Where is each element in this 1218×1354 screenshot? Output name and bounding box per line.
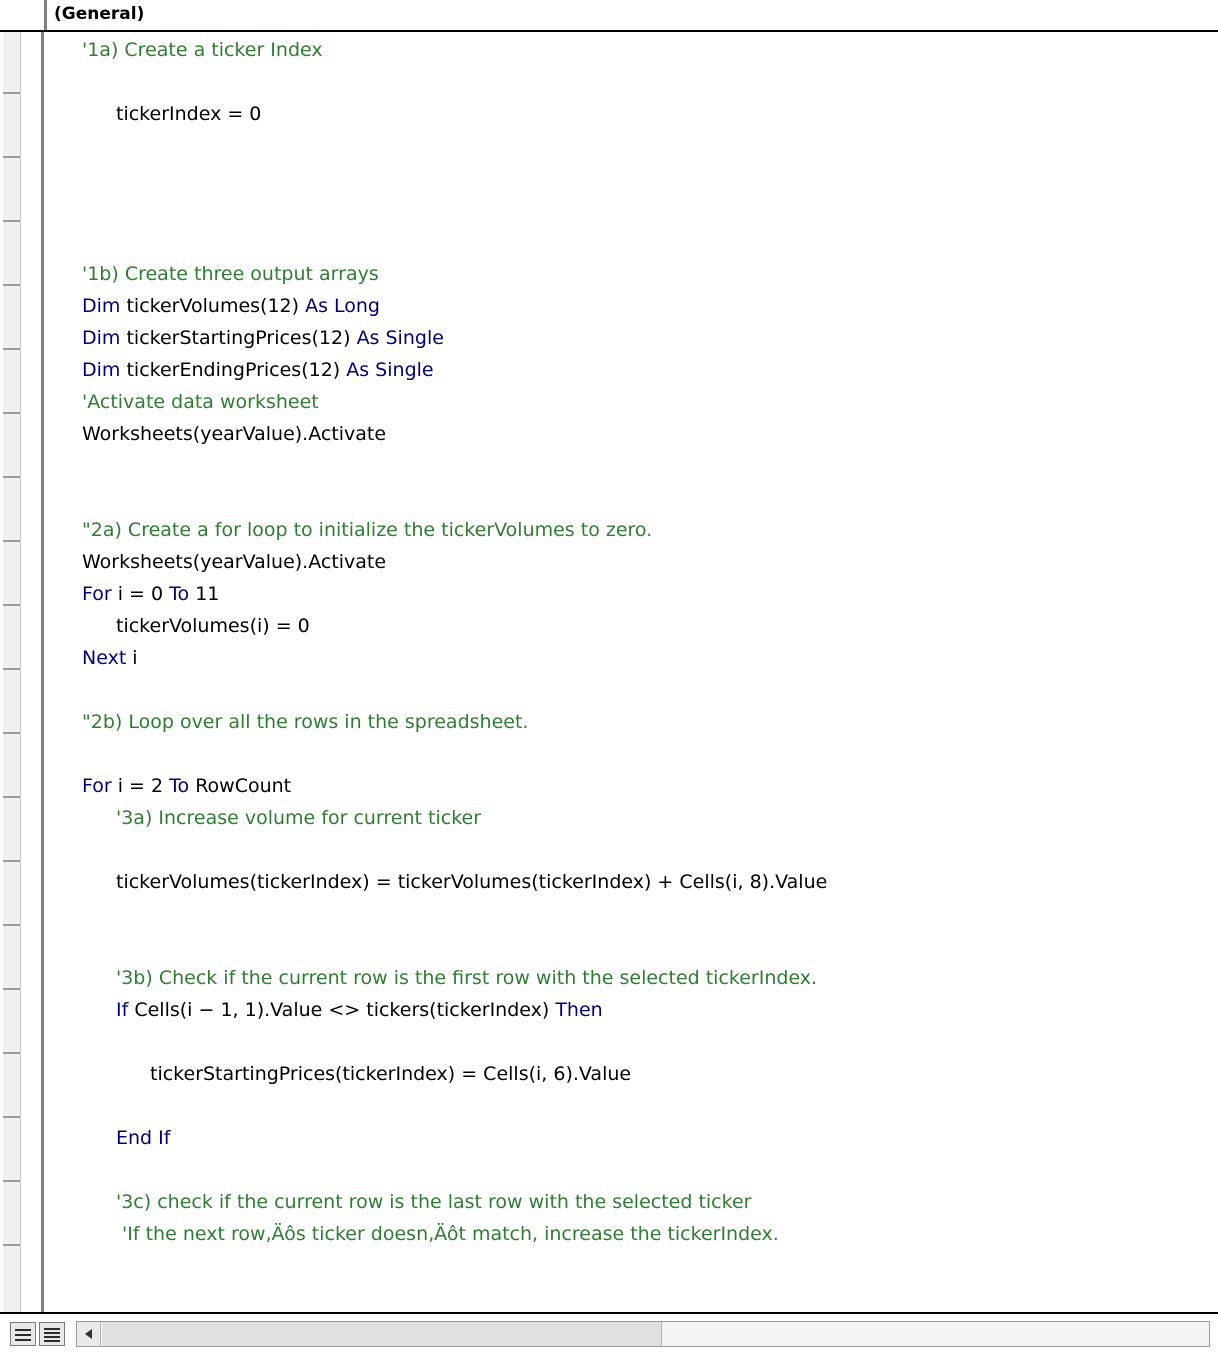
code-token: '3b) Check if the current row is the first row with the selected tickerIndex. [116, 967, 818, 989]
code-token: tickerEndingPrices(12) [126, 359, 347, 381]
code-token: Dim [82, 359, 127, 381]
margin-tick [3, 1244, 20, 1246]
code-line[interactable] [48, 514, 1212, 546]
code-line[interactable] [48, 226, 1212, 258]
code-token: Cells(i − 1, 1).Value <> tickers(tickerIndex) [134, 999, 556, 1021]
editor-margin-indicator-bar [0, 32, 41, 1312]
margin-tick [3, 540, 20, 542]
horizontal-scrollbar[interactable] [76, 1321, 1210, 1347]
code-line[interactable] [48, 962, 1212, 994]
code-line[interactable] [48, 738, 1212, 770]
margin-tick [3, 156, 20, 158]
code-line[interactable] [48, 1090, 1212, 1122]
editor-bottom-bar [0, 1312, 1218, 1354]
code-token: i = 2 [117, 775, 170, 797]
margin-tick [3, 1116, 20, 1118]
code-token: Dim [82, 327, 127, 349]
code-line[interactable] [48, 290, 1212, 322]
margin-tick [3, 988, 20, 990]
code-token: Then [555, 999, 603, 1021]
code-token: '3c) check if the current row is the last row with the selected ticker [116, 1191, 752, 1213]
object-selector-label[interactable]: (General) [54, 4, 145, 24]
code-token: tickerIndex = 0 [116, 103, 262, 125]
code-token: 'Activate data worksheet [82, 391, 319, 413]
code-token: "2a) Create a for loop to initialize the tickerVolumes to zero. [82, 519, 653, 541]
code-line[interactable] [48, 194, 1212, 226]
code-line[interactable] [48, 450, 1212, 482]
code-token: '3a) Increase volume for current ticker [116, 807, 482, 829]
code-token: For [82, 583, 118, 605]
editor-top-bar [0, 0, 1218, 32]
code-token: End If [116, 1127, 171, 1149]
code-line[interactable] [48, 770, 1212, 802]
margin-tick [3, 348, 20, 350]
code-token: i [126, 647, 138, 669]
code-line[interactable] [48, 674, 1212, 706]
code-token: tickerVolumes(12) [126, 295, 306, 317]
margin-tick [3, 860, 20, 862]
code-line[interactable] [48, 546, 1212, 578]
code-token: tickerStartingPrices(tickerIndex) = Cells(i, 6).Value [150, 1063, 632, 1085]
code-line[interactable] [48, 482, 1212, 514]
code-line[interactable] [48, 322, 1212, 354]
code-line[interactable] [48, 898, 1212, 930]
code-token: '1b) Create three output arrays [82, 263, 379, 285]
code-line[interactable] [48, 34, 1212, 66]
margin-tick [3, 476, 20, 478]
code-line[interactable] [48, 1026, 1212, 1058]
code-line[interactable] [48, 930, 1212, 962]
code-line[interactable] [48, 418, 1212, 450]
margin-tick [3, 668, 20, 670]
code-line[interactable] [48, 802, 1212, 834]
code-line[interactable] [48, 386, 1212, 418]
code-line[interactable] [48, 834, 1212, 866]
code-line[interactable] [48, 1122, 1212, 1154]
code-line[interactable] [48, 1154, 1212, 1186]
code-token: Worksheets(yearValue).Activate [82, 423, 387, 445]
margin-tick [3, 604, 20, 606]
margin-tick [3, 1052, 20, 1054]
code-token: As Single [346, 359, 434, 381]
margin-tick [3, 924, 20, 926]
margin-tick [3, 732, 20, 734]
margin-tick [3, 220, 20, 222]
code-token: Next [82, 647, 127, 669]
code-token: "2b) Loop over all the rows in the spreadsheet. [82, 711, 529, 733]
code-token: 'If the next row‚Äôs ticker doesn‚Äôt match, increase the tickerIndex. [116, 1223, 779, 1245]
top-bar-gutter [0, 0, 40, 30]
code-line[interactable] [48, 1218, 1212, 1250]
code-token: tickerVolumes(tickerIndex) = tickerVolumes(tickerIndex) + Cells(i, 8).Value [116, 871, 828, 893]
code-line[interactable] [48, 66, 1212, 98]
code-token: tickerVolumes(i) = 0 [116, 615, 310, 637]
code-token: Dim [82, 295, 127, 317]
margin-tick [3, 284, 20, 286]
procedure-view-button[interactable] [10, 1322, 36, 1346]
horizontal-scrollbar-thumb[interactable] [102, 1322, 662, 1346]
code-token: 11 [195, 583, 220, 605]
code-line[interactable] [48, 258, 1212, 290]
code-line[interactable] [48, 642, 1212, 674]
code-line[interactable] [48, 994, 1212, 1026]
code-line[interactable] [48, 130, 1212, 162]
code-token: RowCount [195, 775, 292, 797]
code-line[interactable] [48, 354, 1212, 386]
margin-tick [3, 796, 20, 798]
code-line[interactable] [48, 98, 1212, 130]
code-token: '1a) Create a ticker Index [82, 39, 323, 61]
code-token: tickerStartingPrices(12) [126, 327, 357, 349]
code-line[interactable] [48, 578, 1212, 610]
code-token: As Single [356, 327, 444, 349]
code-token: As Long [305, 295, 380, 317]
full-module-view-button[interactable] [39, 1322, 65, 1346]
code-token: To [169, 583, 196, 605]
code-line[interactable] [48, 866, 1212, 898]
code-line[interactable] [48, 1186, 1212, 1218]
code-line[interactable] [48, 162, 1212, 194]
code-token: i = 0 [117, 583, 170, 605]
code-token: For [82, 775, 118, 797]
scroll-left-arrow-icon[interactable] [77, 1322, 101, 1346]
code-token: To [169, 775, 196, 797]
code-token: If [116, 999, 135, 1021]
gutter-divider [41, 32, 44, 1312]
right-edge [1214, 32, 1218, 1312]
code-line[interactable] [48, 1058, 1212, 1090]
top-bar-separator [44, 0, 47, 30]
view-mode-buttons [10, 1322, 65, 1346]
margin-strip[interactable] [3, 32, 21, 1312]
margin-tick [3, 1180, 20, 1182]
code-line[interactable] [48, 610, 1212, 642]
margin-tick [3, 412, 20, 414]
code-text-area[interactable] [48, 34, 1212, 1310]
code-token: Worksheets(yearValue).Activate [82, 551, 387, 573]
code-line[interactable] [48, 706, 1212, 738]
margin-tick [3, 92, 20, 94]
